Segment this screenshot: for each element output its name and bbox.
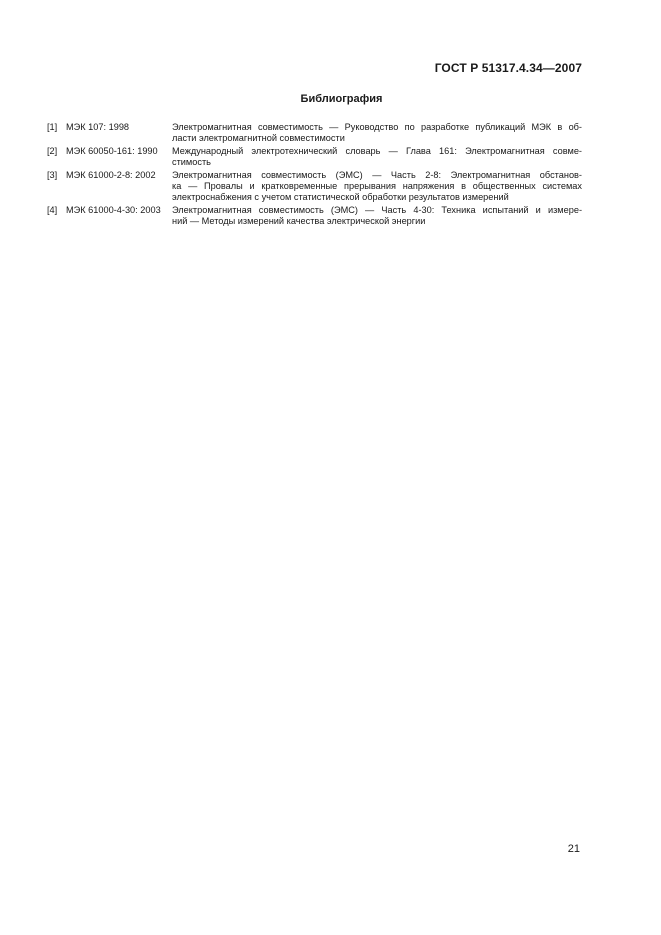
entry-reference: МЭК 107: 1998 xyxy=(66,122,130,132)
entry-number: [2] xyxy=(47,145,58,156)
description-line: Международный электротехнический словарь — Глава 161: Электромагнитная совме- xyxy=(172,145,582,156)
entry-description xyxy=(172,122,582,145)
bibliography-entry xyxy=(47,122,582,145)
description-line: ний — Методы измерений качества электрической энергии xyxy=(172,215,426,226)
description-line: Электромагнитная совместимость (ЭМС) — Часть 2-8: Электромагнитная обстанов- xyxy=(172,169,582,180)
description-line: ка — Провалы и кратковременные прерывания напряжения в общественных системах xyxy=(172,180,582,191)
section-title: Библиография xyxy=(300,93,383,105)
description-line: Электромагнитная совместимость (ЭМС) — Часть 4-30: Техника испытаний и измере- xyxy=(172,204,582,215)
entry-reference: МЭК 61000-4-30: 2003 xyxy=(66,204,161,215)
entry-number: [4] xyxy=(47,204,58,215)
bibliography-entry xyxy=(47,205,582,228)
description-line: стимость xyxy=(172,157,211,168)
bibliography-list xyxy=(47,122,582,228)
entry-description xyxy=(172,205,582,228)
bibliography-entry xyxy=(47,146,582,169)
description-line: электроснабжения с учетом статистической обработки результатов измерений xyxy=(172,192,509,203)
page-number: 21 xyxy=(567,843,580,855)
description-line: Электромагнитная совместимость — Руководство по разработке публикаций МЭК в об- xyxy=(172,122,582,132)
entry-number: [1] xyxy=(47,122,58,132)
entry-description xyxy=(172,170,582,204)
bibliography-entry xyxy=(47,170,582,204)
description-line: ласти электромагнитной совместимости xyxy=(172,133,345,144)
entry-number: [3] xyxy=(47,169,58,180)
entry-reference: МЭК 60050-161: 1990 xyxy=(66,145,158,156)
entry-reference: МЭК 61000-2-8: 2002 xyxy=(66,169,156,180)
entry-description xyxy=(172,146,582,169)
document-code: ГОСТ Р 51317.4.34—2007 xyxy=(434,61,582,75)
